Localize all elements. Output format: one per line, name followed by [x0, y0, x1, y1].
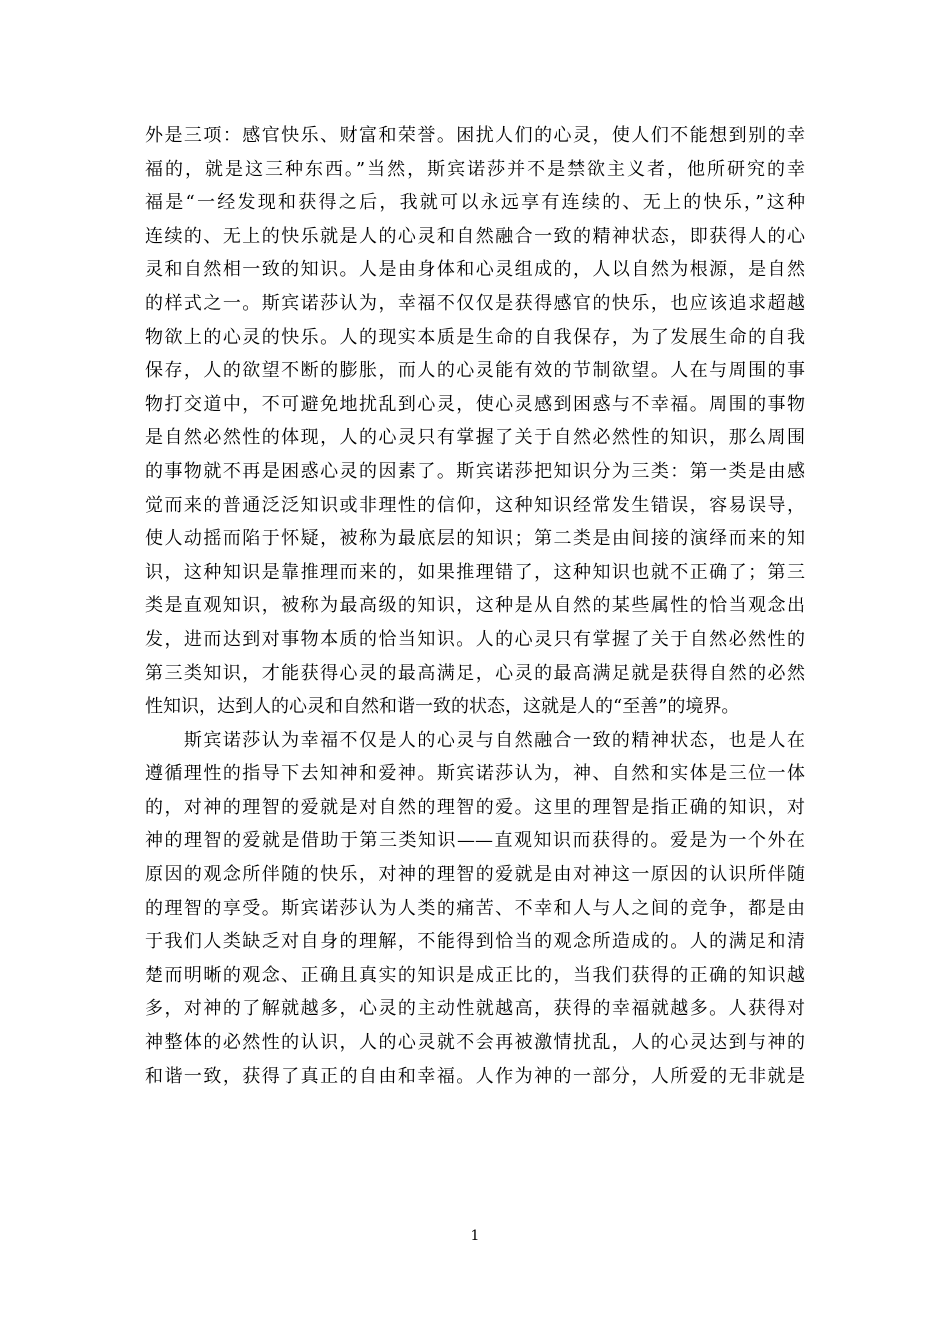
text-line: 使人动摇而陷于怀疑，被称为最底层的知识；第二类是由间接的演绎而来的知 [145, 528, 805, 550]
text-line: 多，对神的了解就越多，心灵的主动性就越高，获得的幸福就越多。人获得对 [145, 998, 805, 1020]
paragraph [145, 724, 805, 1094]
text-line: 是自然必然性的体现，人的心灵只有掌握了关于自然必然性的知识，那么周围 [145, 427, 805, 449]
document-body [145, 119, 805, 1093]
text-line: 的理智的享受。斯宾诺莎认为人类的痛苦、不幸和人与人之间的竞争，都是由 [145, 897, 805, 919]
text-line: 原因的观念所伴随的快乐，对神的理智的爱就是由对神这一原因的认识所伴随 [145, 864, 805, 886]
text-line: 灵和自然相一致的知识。人是由身体和心灵组成的，人以自然为根源，是自然 [145, 259, 805, 281]
text-line: 于我们人类缺乏对自身的理解，不能得到恰当的观念所造成的。人的满足和清 [145, 931, 805, 953]
text-line: 的样式之一。斯宾诺莎认为，幸福不仅仅是获得感官的快乐，也应该追求超越 [145, 292, 805, 314]
text-line: 福的，就是这三种东西。”当然，斯宾诺莎并不是禁欲主义者，他所研究的幸 [145, 158, 805, 180]
paragraph [145, 119, 805, 724]
text-line: 外是三项：感官快乐、财富和荣誉。困扰人们的心灵，使人们不能想到别的幸 [145, 125, 805, 146]
text-line: 觉而来的普通泛泛知识或非理性的信仰，这种知识经常发生错误，容易误导， [145, 494, 805, 516]
text-line: 遵循理性的指导下去知神和爱神。斯宾诺莎认为，神、自然和实体是三位一体 [145, 763, 805, 785]
text-line: 的，对神的理智的爱就是对自然的理智的爱。这里的理智是指正确的知识，对 [145, 796, 805, 818]
text-line: 连续的、无上的快乐就是人的心灵和自然融合一致的精神状态，即获得人的心 [145, 225, 805, 247]
text-line: 物打交道中，不可避免地扰乱到心灵，使心灵感到困惑与不幸福。周围的事物 [145, 393, 805, 415]
text-line: 楚而明晰的观念、正确且真实的知识是成正比的，当我们获得的正确的知识越 [145, 964, 805, 986]
text-line: 性知识，达到人的心灵和自然和谐一致的状态，这就是人的“至善”的境界。 [145, 696, 740, 718]
text-line: 类是直观知识，被称为最高级的知识，这种是从自然的某些属性的恰当观念出 [145, 595, 805, 617]
text-line: 的事物就不再是困惑心灵的因素了。斯宾诺莎把知识分为三类：第一类是由感 [145, 460, 805, 482]
text-line: 物欲上的心灵的快乐。人的现实本质是生命的自我保存，为了发展生命的自我 [145, 326, 805, 348]
text-line: 和谐一致，获得了真正的自由和幸福。人作为神的一部分，人所爱的无非就是 [145, 1065, 805, 1087]
text-line: 福是“一经发现和获得之后，我就可以永远享有连续的、无上的快乐，”这种 [145, 192, 805, 214]
text-line: 神整体的必然性的认识，人的心灵就不会再被激情扰乱，人的心灵达到与神的 [145, 1032, 805, 1054]
text-line: 神的理智的爱就是借助于第三类知识——直观知识而获得的。爱是为一个外在 [145, 830, 805, 852]
page-number: 1 [470, 1228, 480, 1244]
text-line: 保存，人的欲望不断的膨胀，而人的心灵能有效的节制欲望。人在与周围的事 [145, 360, 805, 382]
text-line: 斯宾诺莎认为幸福不仅是人的心灵与自然融合一致的精神状态，也是人在 [145, 729, 805, 751]
text-line: 发，进而达到对事物本质的恰当知识。人的心灵只有掌握了关于自然必然性的 [145, 628, 805, 650]
text-line: 第三类知识，才能获得心灵的最高满足，心灵的最高满足就是获得自然的必然 [145, 662, 805, 684]
text-line: 识，这种知识是靠推理而来的，如果推理错了，这种知识也就不正确了；第三 [145, 561, 805, 583]
